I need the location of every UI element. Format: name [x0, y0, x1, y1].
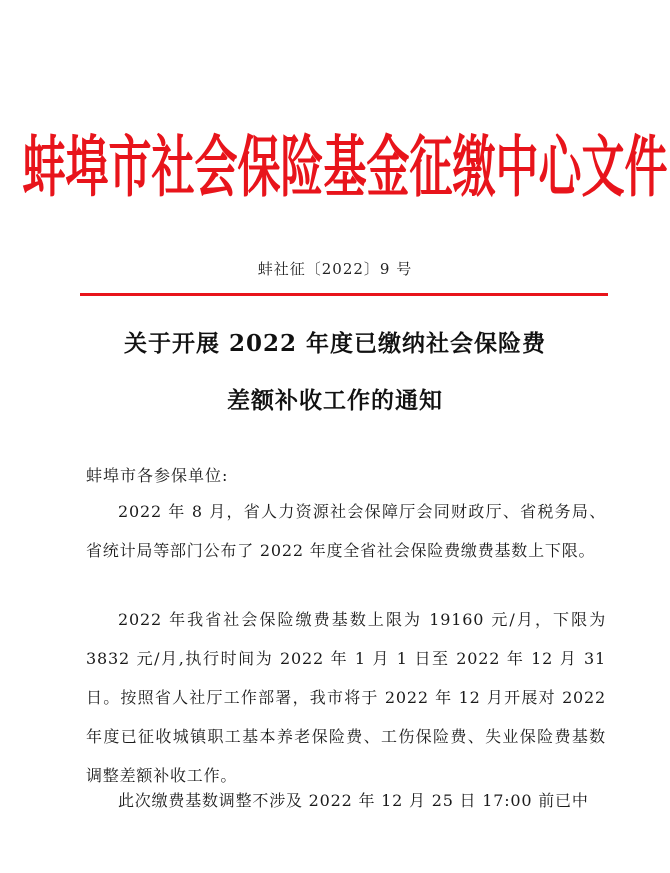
salutation: 蚌埠市各参保单位: [86, 466, 229, 485]
document-number: 蚌社征〔2022〕9 号 [257, 260, 413, 278]
body-paragraph-2: 2022 年我省社会保险缴费基数上限为 19160 元/月，下限为 3832 元/月,执行时间为 2022 年 1 月 1 日至 2022 年 12 月 31 日。按照省人社厅工作部署，我市将于 2022 年 12 月开展对 2022 年度已征收城镇职工基本养老保险费、工伤保险费、失业保险费基数调整差额补收工作。 [86, 610, 606, 785]
body-paragraph-1: 2022 年 8 月，省人力资源社会保障厅会同财政厅、省税务局、省统计局等部门公布了 2022 年度全省社会保险费缴费基数上下限。 [86, 502, 606, 560]
header-divider-line [80, 293, 608, 296]
issuer-header-title: 蚌埠市社会保险基金征缴中心文件 [22, 128, 668, 207]
notice-title-line-2: 差额补收工作的通知 [227, 387, 443, 414]
notice-title-line-1: 关于开展 2022 年度已缴纳社会保险费 [123, 330, 547, 357]
body-paragraph-3: 此次缴费基数调整不涉及 2022 年 12 月 25 日 17:00 前已中 [118, 791, 589, 810]
